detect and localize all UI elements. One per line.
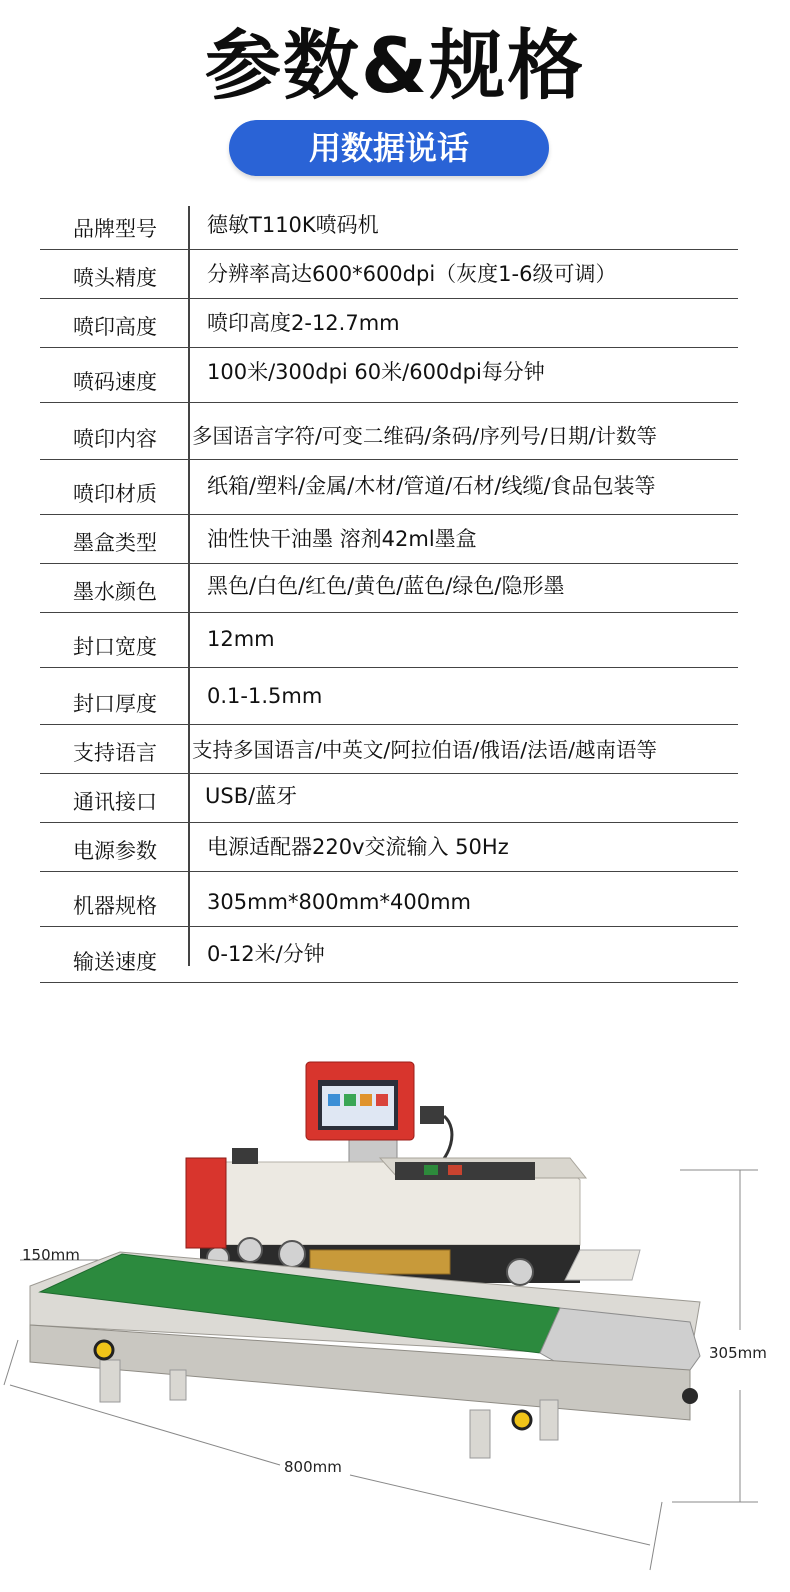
spec-label: 封口宽度 (73, 635, 157, 659)
spec-value: 0-12米/分钟 (207, 942, 325, 966)
spec-label: 机器规格 (73, 894, 157, 918)
subtitle-badge: 用数据说话 (229, 120, 549, 176)
spec-value: 305mm*800mm*400mm (207, 890, 471, 914)
conveyor (30, 1252, 700, 1458)
spec-label: 喷印材质 (73, 482, 157, 506)
spec-row-brand (40, 206, 738, 250)
spec-value: 0.1-1.5mm (207, 684, 323, 708)
product-photo (0, 1040, 790, 1592)
dim-width-label: 150mm (22, 1246, 80, 1264)
dim-height-label: 305mm (709, 1344, 767, 1362)
spec-row-precision (40, 250, 738, 299)
spec-row-power (40, 823, 738, 872)
dim-length-label: 800mm (284, 1458, 342, 1476)
spec-value: 电源适配器220v交流输入 50Hz (207, 835, 509, 859)
spec-value: 纸箱/塑料/金属/木材/管道/石材/线缆/食品包装等 (207, 474, 656, 498)
spec-label: 喷码速度 (73, 370, 157, 394)
spec-value: 100米/300dpi 60米/600dpi每分钟 (207, 360, 545, 384)
spec-row-seal-thickness (40, 668, 738, 725)
spec-label: 通讯接口 (73, 790, 157, 814)
spec-value: 支持多国语言/中英文/阿拉伯语/俄语/法语/越南语等 (192, 738, 658, 762)
spec-value: USB/蓝牙 (205, 784, 298, 808)
spec-row-ink-color (40, 564, 738, 613)
page-title: 参数&规格 (204, 21, 586, 110)
spec-label: 墨水颜色 (73, 580, 157, 604)
spec-label: 输送速度 (73, 950, 157, 974)
spec-label: 封口厚度 (73, 692, 157, 716)
control-panel (306, 1062, 452, 1172)
spec-row-cartridge (40, 515, 738, 564)
spec-table (40, 206, 738, 983)
spec-value: 喷印高度2-12.7mm (207, 311, 400, 335)
spec-row-conveyor-speed (40, 927, 738, 983)
spec-label: 喷印高度 (73, 315, 157, 339)
spec-label: 支持语言 (73, 741, 157, 765)
spec-row-material (40, 460, 738, 515)
spec-label: 电源参数 (73, 839, 157, 863)
spec-value: 12mm (207, 627, 275, 651)
spec-value: 油性快干油墨 溶剂42ml墨盒 (207, 527, 477, 551)
spec-value: 多国语言字符/可变二维码/条码/序列号/日期/计数等 (192, 424, 658, 448)
spec-label: 品牌型号 (73, 217, 157, 241)
spec-value: 黑色/白色/红色/黄色/蓝色/绿色/隐形墨 (207, 574, 565, 598)
spec-row-content (40, 403, 738, 460)
spec-row-print-height (40, 299, 738, 348)
spec-value: 分辨率高达600*600dpi（灰度1-6级可调） (207, 262, 617, 286)
spec-row-language (40, 725, 738, 774)
spec-row-size (40, 872, 738, 927)
spec-label: 喷印内容 (73, 427, 157, 451)
spec-row-seal-width (40, 613, 738, 668)
spec-label: 喷头精度 (73, 266, 157, 290)
spec-row-interface (40, 774, 738, 823)
spec-label: 墨盒类型 (73, 531, 157, 555)
spec-value: 德敏T110K喷码机 (207, 213, 379, 237)
spec-row-speed (40, 348, 738, 403)
